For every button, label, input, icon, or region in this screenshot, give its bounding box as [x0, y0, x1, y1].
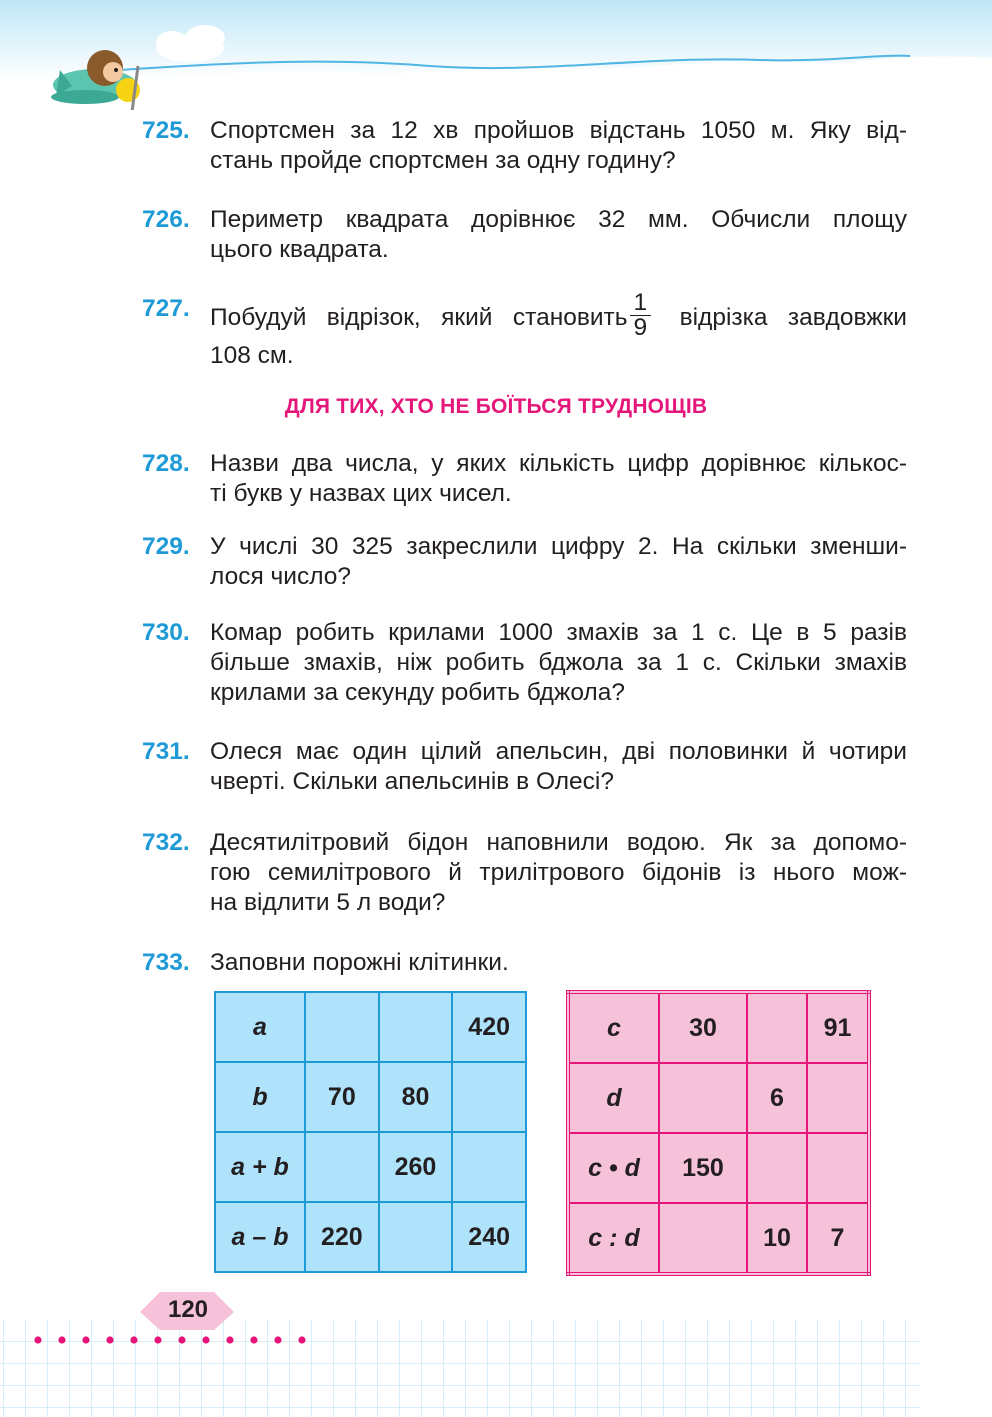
- row-label: a + b: [215, 1132, 305, 1202]
- fraction-denominator: 9: [633, 314, 648, 341]
- table-cell[interactable]: 260: [379, 1132, 453, 1202]
- table-row: [568, 1063, 869, 1133]
- text-line: чверті. Скільки апельсинів в Олесі?: [210, 768, 614, 795]
- text-line: цього квадрата.: [210, 236, 389, 263]
- section-heading: ДЛЯ ТИХ, ХТО НЕ БОЇТЬСЯ ТРУДНОЩІВ: [284, 395, 708, 418]
- table-c-d: [566, 990, 871, 1276]
- problem-text: [210, 289, 907, 371]
- text-line: Периметр квадрата дорівнює 32 мм. Обчисли площу: [210, 206, 907, 233]
- problem-text: [210, 532, 907, 592]
- problem-number: 730.: [142, 619, 190, 646]
- table-cell[interactable]: [747, 1133, 807, 1203]
- text-line: ті букв у назвах цих чисел.: [210, 480, 512, 507]
- text-line: Назви два числа, у яких кількість цифр дорівнює кількос-: [210, 450, 907, 477]
- text-line: Комар робить крилами 1000 змахів за 1 с. Це в 5 разів: [210, 619, 907, 646]
- page-number: 120: [167, 1296, 209, 1323]
- problem-text: [210, 828, 907, 918]
- table-row: [215, 1062, 526, 1132]
- table-cell[interactable]: [807, 1133, 869, 1203]
- text-fragment: Побудуй відрізок, який становить: [210, 303, 628, 331]
- text-line: гою семилітрового й трилітрового бідонів із нього мож-: [210, 859, 907, 886]
- table-row: [215, 1202, 526, 1272]
- text-line: Спортсмен за 12 хв пройшов відстань 1050 м. Яку від-: [210, 117, 907, 144]
- text-line: більше змахів, ніж робить бджола за 1 с. Скільки змахів: [210, 649, 907, 676]
- table-cell[interactable]: [807, 1063, 869, 1133]
- text-line: лося число?: [210, 563, 352, 590]
- problem-number: 732.: [142, 829, 190, 856]
- row-label: b: [215, 1062, 305, 1132]
- table-row: [568, 992, 869, 1063]
- table-cell[interactable]: 30: [659, 992, 747, 1063]
- text-line: Олеся має один цілий апельсин, дві половинки й чотири: [210, 738, 907, 765]
- text-line: на відлити 5 л води?: [210, 889, 446, 916]
- table-cell[interactable]: 220: [305, 1202, 379, 1272]
- problem-number: 728.: [142, 450, 190, 477]
- text-line: крилами за секунду робить бджола?: [210, 679, 625, 706]
- row-label: a – b: [215, 1202, 305, 1272]
- table-cell[interactable]: [305, 992, 379, 1062]
- footer-grid-paper: [0, 1290, 992, 1417]
- problem-text: [210, 618, 907, 708]
- text-line: Заповни порожні клітинки.: [210, 949, 509, 976]
- problem-text: [210, 948, 907, 978]
- text-line: [210, 289, 907, 343]
- row-label: d: [568, 1063, 659, 1133]
- problem-text: [210, 116, 907, 176]
- row-label: c : d: [568, 1203, 659, 1274]
- text-line: У числі 30 325 закреслили цифру 2. На скільки зменши-: [210, 533, 907, 560]
- table-cell[interactable]: [452, 1132, 526, 1202]
- table-row: [568, 1203, 869, 1274]
- row-label: c • d: [568, 1133, 659, 1203]
- text-line: стань пройде спортсмен за одну годину?: [210, 147, 676, 174]
- table-cell[interactable]: [452, 1062, 526, 1132]
- table-cell[interactable]: 80: [379, 1062, 453, 1132]
- table-cell[interactable]: [747, 992, 807, 1063]
- problem-number: 731.: [142, 738, 190, 765]
- row-label: c: [568, 992, 659, 1063]
- row-label: a: [215, 992, 305, 1062]
- fraction-numerator: 1: [630, 291, 652, 316]
- problem-text: [210, 205, 907, 265]
- problem-number: 729.: [142, 533, 190, 560]
- table-cell[interactable]: 150: [659, 1133, 747, 1203]
- table-row: [215, 1132, 526, 1202]
- problem-number: 725.: [142, 117, 190, 144]
- problem-number: 733.: [142, 949, 190, 976]
- table-a-b: [214, 991, 527, 1273]
- table-cell[interactable]: [305, 1132, 379, 1202]
- table-cell[interactable]: [379, 992, 453, 1062]
- table-cell[interactable]: [379, 1202, 453, 1272]
- text-line: Десятилітровий бідон наповнили водою. Як за допомо-: [210, 829, 907, 856]
- problem-text: [210, 737, 907, 797]
- fraction: [630, 291, 652, 340]
- table-cell[interactable]: 420: [452, 992, 526, 1062]
- table-row: [568, 1133, 869, 1203]
- problem-text: [210, 449, 907, 509]
- table-cell[interactable]: 70: [305, 1062, 379, 1132]
- text-line: 108 см.: [210, 342, 294, 369]
- table-row: [215, 992, 526, 1062]
- table-cell[interactable]: 10: [747, 1203, 807, 1274]
- table-cell[interactable]: [659, 1063, 747, 1133]
- table-cell[interactable]: 91: [807, 992, 869, 1063]
- table-cell[interactable]: [659, 1203, 747, 1274]
- table-cell[interactable]: 240: [452, 1202, 526, 1272]
- table-cell[interactable]: 7: [807, 1203, 869, 1274]
- problem-number: 727.: [142, 295, 190, 322]
- text-fragment: відрізка завдовжки: [679, 303, 907, 331]
- problem-number: 726.: [142, 206, 190, 233]
- header-banner: [0, 0, 992, 110]
- table-cell[interactable]: 6: [747, 1063, 807, 1133]
